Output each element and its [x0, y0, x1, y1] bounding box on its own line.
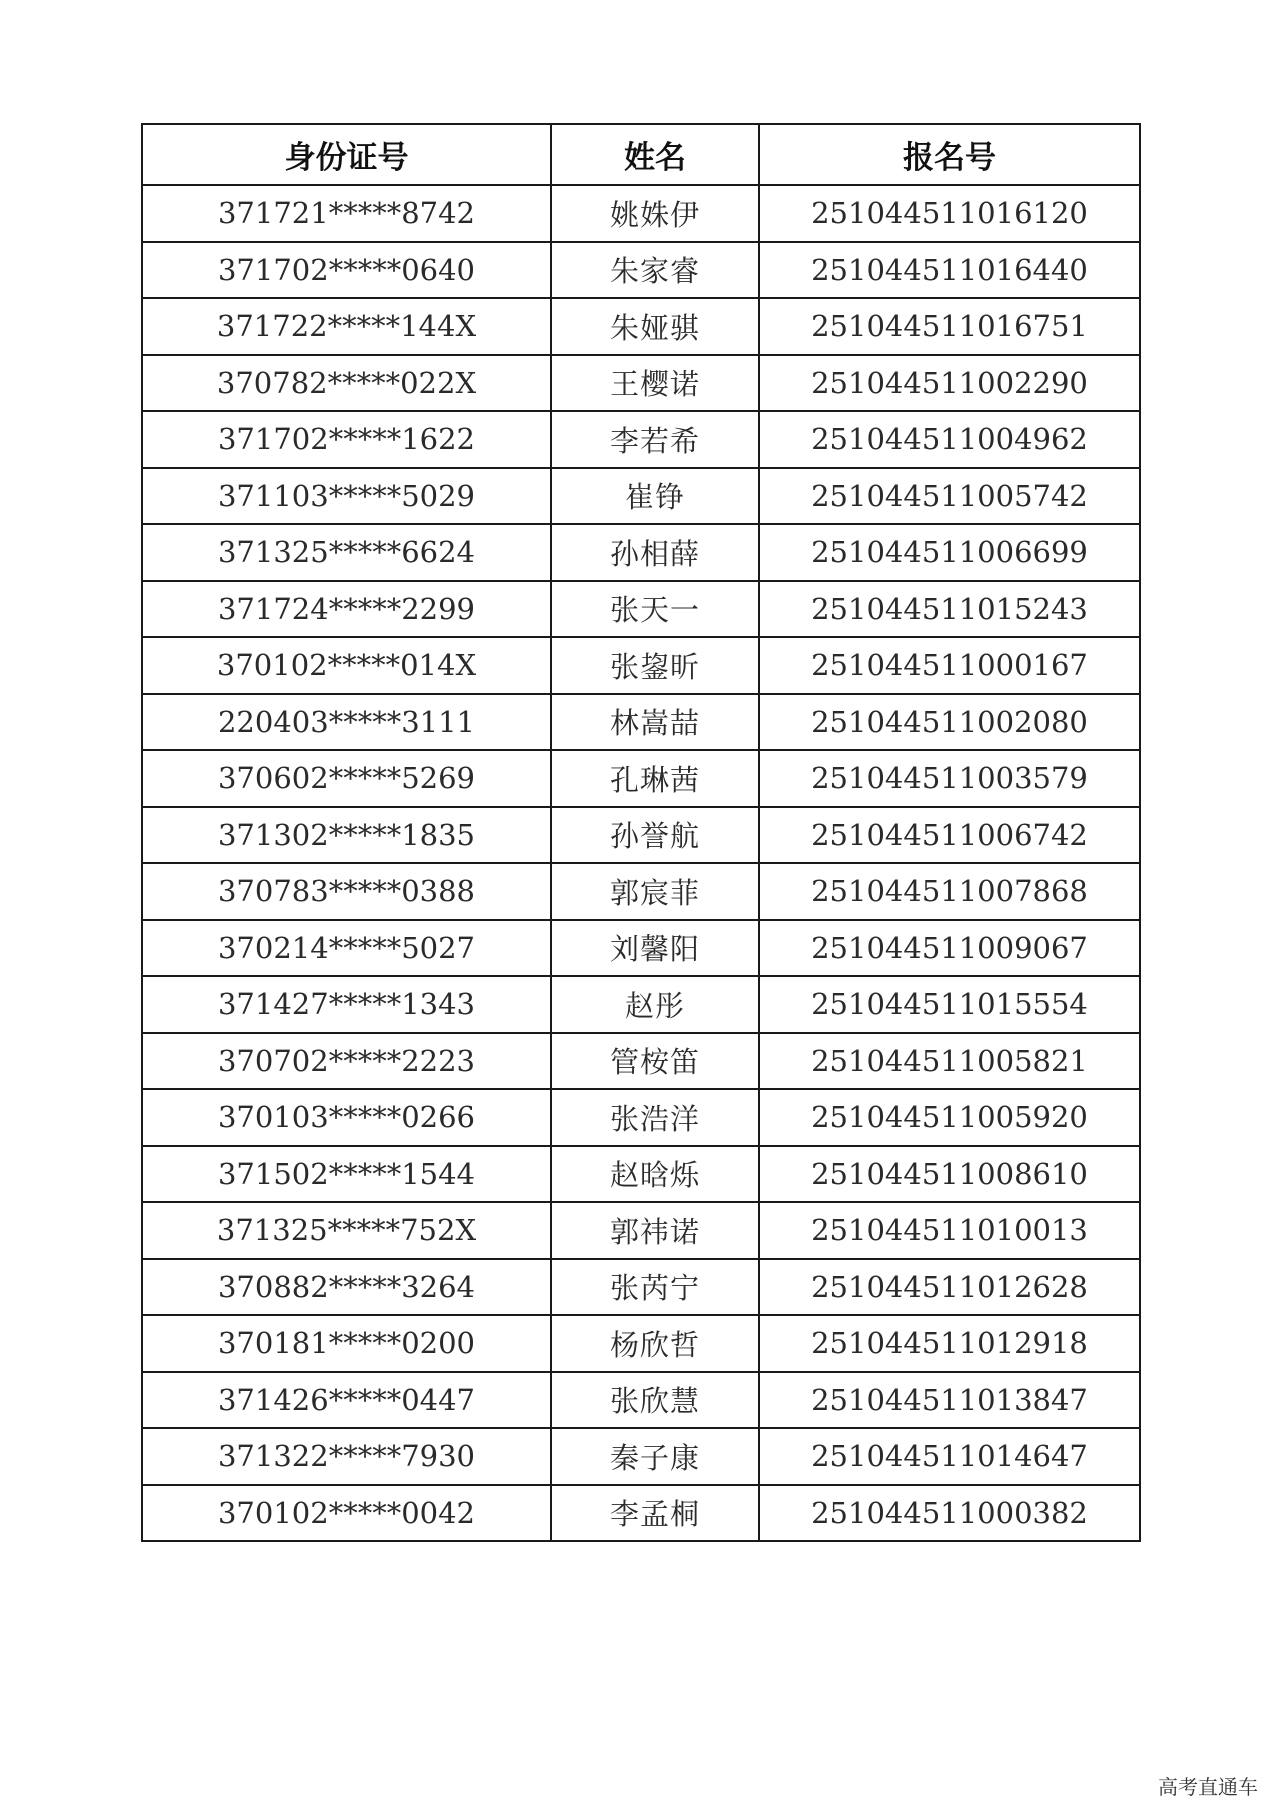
cell-registration-number: 251044511007868 [759, 863, 1140, 920]
cell-name: 赵彤 [551, 976, 759, 1033]
cell-name: 王樱诺 [551, 355, 759, 412]
cell-id-number: 370602*****5269 [142, 750, 551, 807]
cell-registration-number: 251044511014647 [759, 1428, 1140, 1485]
cell-name: 李若希 [551, 411, 759, 468]
header-registration-number: 报名号 [759, 124, 1140, 185]
cell-name: 张芮宁 [551, 1259, 759, 1316]
table-row [142, 807, 1140, 864]
cell-id-number: 371724*****2299 [142, 581, 551, 638]
cell-id-number: 370782*****022X [142, 355, 551, 412]
header-name: 姓名 [551, 124, 759, 185]
cell-id-number: 371103*****5029 [142, 468, 551, 525]
cell-name: 张鋆昕 [551, 637, 759, 694]
cell-name: 张天一 [551, 581, 759, 638]
cell-registration-number: 251044511016440 [759, 242, 1140, 299]
cell-registration-number: 251044511009067 [759, 920, 1140, 977]
cell-registration-number: 251044511006742 [759, 807, 1140, 864]
cell-registration-number: 251044511016751 [759, 298, 1140, 355]
cell-id-number: 370783*****0388 [142, 863, 551, 920]
cell-name: 刘馨阳 [551, 920, 759, 977]
header-row [142, 124, 1140, 185]
table-row [142, 355, 1140, 412]
cell-id-number: 220403*****3111 [142, 694, 551, 751]
cell-id-number: 371722*****144X [142, 298, 551, 355]
table-row [142, 694, 1140, 751]
table-row [142, 637, 1140, 694]
cell-name: 郭宸菲 [551, 863, 759, 920]
cell-registration-number: 251044511005821 [759, 1033, 1140, 1090]
cell-registration-number: 251044511003579 [759, 750, 1140, 807]
table-row [142, 411, 1140, 468]
cell-registration-number: 251044511015554 [759, 976, 1140, 1033]
cell-registration-number: 251044511005920 [759, 1089, 1140, 1146]
cell-name: 张欣慧 [551, 1372, 759, 1429]
cell-id-number: 371427*****1343 [142, 976, 551, 1033]
cell-id-number: 371322*****7930 [142, 1428, 551, 1485]
table-row [142, 920, 1140, 977]
cell-name: 孙相薛 [551, 524, 759, 581]
table-row [142, 524, 1140, 581]
cell-id-number: 370882*****3264 [142, 1259, 551, 1316]
cell-id-number: 370702*****2223 [142, 1033, 551, 1090]
cell-name: 朱家睿 [551, 242, 759, 299]
table-row [142, 185, 1140, 242]
table-row [142, 1315, 1140, 1372]
cell-name: 杨欣哲 [551, 1315, 759, 1372]
table-row [142, 1259, 1140, 1316]
table-row [142, 976, 1140, 1033]
cell-id-number: 370103*****0266 [142, 1089, 551, 1146]
cell-registration-number: 251044511004962 [759, 411, 1140, 468]
table-row [142, 581, 1140, 638]
cell-registration-number: 251044511000167 [759, 637, 1140, 694]
cell-name: 管桉笛 [551, 1033, 759, 1090]
table-row [142, 863, 1140, 920]
cell-id-number: 371302*****1835 [142, 807, 551, 864]
cell-registration-number: 251044511002080 [759, 694, 1140, 751]
cell-registration-number: 251044511000382 [759, 1485, 1140, 1542]
table-row [142, 1146, 1140, 1203]
table-row [142, 1485, 1140, 1542]
cell-name: 张浩洋 [551, 1089, 759, 1146]
table-row [142, 242, 1140, 299]
roster-table [141, 123, 1141, 1542]
table-row [142, 750, 1140, 807]
cell-id-number: 371702*****1622 [142, 411, 551, 468]
cell-registration-number: 251044511002290 [759, 355, 1140, 412]
cell-registration-number: 251044511010013 [759, 1202, 1140, 1259]
cell-registration-number: 251044511005742 [759, 468, 1140, 525]
cell-name: 郭祎诺 [551, 1202, 759, 1259]
cell-id-number: 371702*****0640 [142, 242, 551, 299]
cell-name: 赵晗烁 [551, 1146, 759, 1203]
cell-id-number: 370102*****014X [142, 637, 551, 694]
cell-id-number: 370102*****0042 [142, 1485, 551, 1542]
cell-name: 朱娅骐 [551, 298, 759, 355]
cell-id-number: 371325*****752X [142, 1202, 551, 1259]
header-id-number: 身份证号 [142, 124, 551, 185]
cell-id-number: 371502*****1544 [142, 1146, 551, 1203]
table-row [142, 1202, 1140, 1259]
table-row [142, 468, 1140, 525]
cell-id-number: 371426*****0447 [142, 1372, 551, 1429]
table-row [142, 1033, 1140, 1090]
cell-id-number: 370181*****0200 [142, 1315, 551, 1372]
cell-registration-number: 251044511012918 [759, 1315, 1140, 1372]
cell-name: 孙誉航 [551, 807, 759, 864]
table-row [142, 298, 1140, 355]
cell-id-number: 371325*****6624 [142, 524, 551, 581]
cell-registration-number: 251044511008610 [759, 1146, 1140, 1203]
cell-id-number: 370214*****5027 [142, 920, 551, 977]
table-row [142, 1428, 1140, 1485]
table-row [142, 1372, 1140, 1429]
cell-name: 林嵩喆 [551, 694, 759, 751]
cell-name: 崔铮 [551, 468, 759, 525]
cell-name: 姚姝伊 [551, 185, 759, 242]
roster-body [142, 185, 1140, 1541]
cell-registration-number: 251044511016120 [759, 185, 1140, 242]
cell-name: 孔琳茜 [551, 750, 759, 807]
cell-registration-number: 251044511015243 [759, 581, 1140, 638]
table-row [142, 1089, 1140, 1146]
cell-name: 秦子康 [551, 1428, 759, 1485]
cell-registration-number: 251044511006699 [759, 524, 1140, 581]
cell-name: 李孟桐 [551, 1485, 759, 1542]
cell-registration-number: 251044511012628 [759, 1259, 1140, 1316]
cell-id-number: 371721*****8742 [142, 185, 551, 242]
cell-registration-number: 251044511013847 [759, 1372, 1140, 1429]
watermark-text: 高考直通车 [1158, 1775, 1258, 1799]
